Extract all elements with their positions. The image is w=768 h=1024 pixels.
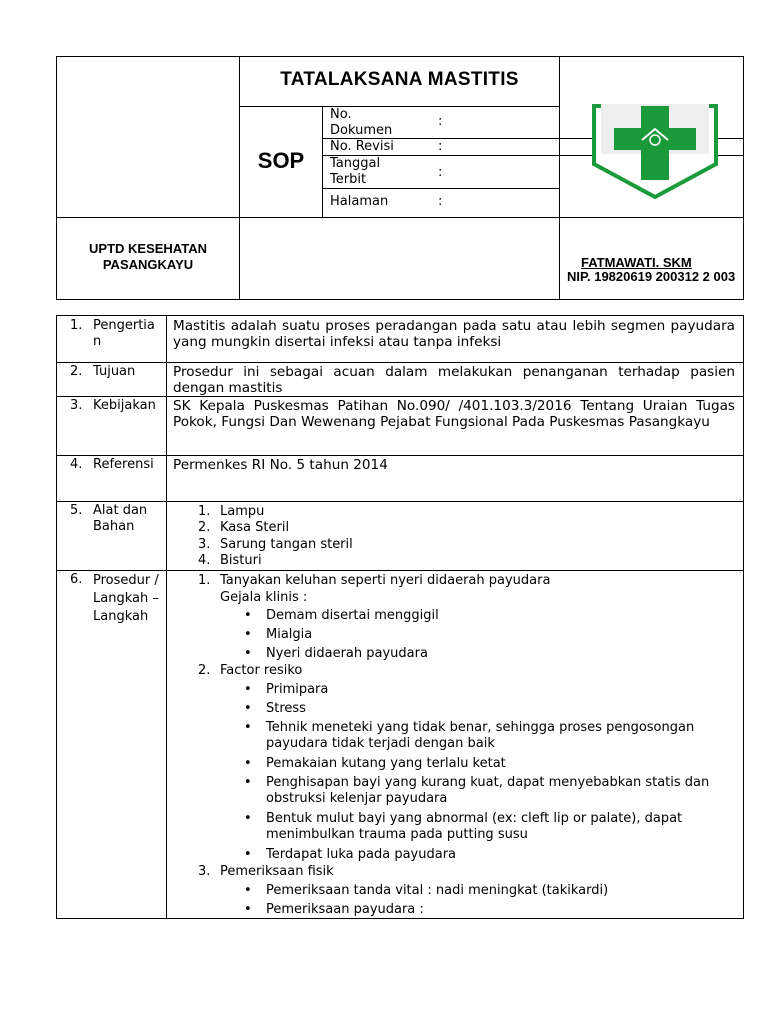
bullet: •: [244, 811, 252, 826]
rule: [322, 106, 323, 217]
bullet: •: [244, 756, 252, 771]
rule: [166, 315, 167, 919]
health-cross-logo-icon: [592, 104, 718, 199]
row-text: Permenkes RI No. 5 tahun 2014: [173, 457, 388, 473]
bullet-text: Nyeri didaerah payudara: [266, 646, 428, 661]
list-item: Sarung tangan steril: [220, 537, 353, 552]
list-number: 1.: [198, 504, 211, 519]
list-item: Kasa Steril: [220, 520, 290, 535]
list-number: 3.: [198, 537, 211, 552]
rule: [743, 56, 744, 300]
step-text: Factor resiko: [220, 663, 303, 678]
rule: [559, 56, 560, 300]
bullet: •: [244, 883, 252, 898]
bullet: •: [244, 682, 252, 697]
step-subtitle: Gejala klinis :: [220, 590, 308, 605]
row-label: Referensi: [93, 457, 154, 472]
rule: [56, 918, 744, 919]
rule: [743, 315, 744, 919]
row-label: Kebijakan: [93, 398, 156, 413]
field-separator: :: [438, 114, 443, 129]
bullet-text: Penghisapan bayi yang kurang kuat, dapat menyebabkan statis dan obstruksi kelenjar payudara: [266, 775, 710, 806]
bullet-text: Primipara: [266, 682, 329, 697]
row-label: Prosedur / Langkah – Langkah: [93, 573, 159, 624]
rule: [56, 396, 744, 397]
rule: [56, 315, 744, 316]
rule: [56, 56, 744, 57]
rule: [56, 501, 744, 502]
list-number: 4.: [198, 553, 211, 568]
bullet-text: Pemakaian kutang yang terlalu ketat: [266, 756, 506, 771]
field-label: Tanggal Terbit: [330, 156, 381, 187]
bullet: •: [244, 646, 252, 661]
bullet-text: Pemeriksaan payudara :: [266, 902, 424, 917]
bullet-text: Demam disertai menggigil: [266, 608, 439, 623]
field-separator: :: [438, 139, 443, 154]
bullet-text: Mialgia: [266, 627, 313, 642]
list-item: Bisturi: [220, 553, 262, 568]
row-text: Prosedur ini sebagai acuan dalam melakukan penanganan terhadap pasien dengan mastitis: [173, 364, 735, 396]
bullet: •: [244, 847, 252, 862]
bullet-text: Terdapat luka pada payudara: [266, 847, 457, 862]
rule: [56, 362, 744, 363]
row-number: 4.: [70, 457, 83, 472]
list-number: 3.: [198, 864, 211, 879]
list-item: Lampu: [220, 504, 265, 519]
step-text: Tanyakan keluhan seperti nyeri didaerah payudara: [220, 573, 551, 588]
field-separator: :: [438, 165, 443, 180]
bullet: •: [244, 701, 252, 716]
bullet: •: [244, 902, 252, 917]
bullet-text: Pemeriksaan tanda vital : nadi meningkat (takikardi): [266, 883, 609, 898]
row-label: Pengertian: [93, 318, 155, 349]
rule: [56, 299, 744, 300]
signer-nip: NIP. 19820619 200312 2 003: [567, 269, 736, 284]
step-text: Pemeriksaan fisik: [220, 864, 334, 879]
bullet-text: Bentuk mulut bayi yang abnormal (ex: cleft lip or palate), dapat menimbulkan trauma pada putting susu: [266, 811, 683, 842]
rule: [56, 455, 744, 456]
field-label: No. Revisi: [330, 139, 394, 154]
row-number: 1.: [70, 318, 83, 333]
bullet-text: Stress: [266, 701, 306, 716]
field-label: No. Dokumen: [330, 107, 393, 138]
row-number: 2.: [70, 364, 83, 379]
organization-name: UPTD KESEHATAN PASANGKAYU: [89, 241, 207, 272]
row-number: 3.: [70, 398, 83, 413]
row-text: SK Kepala Puskesmas Patihan No.090/ /401.103.3/2016 Tentang Uraian Tugas Pokok, Fungsi Dan Wewenang Pejabat Fungsional Pada Puskesmas Pasangkayu: [173, 398, 735, 430]
rule: [239, 56, 240, 300]
bullet: •: [244, 720, 252, 735]
field-separator: :: [438, 194, 443, 209]
field-label: Halaman: [330, 194, 389, 209]
rule: [56, 56, 57, 300]
list-number: 2.: [198, 663, 211, 678]
row-text: Mastitis adalah suatu proses peradangan pada satu atau lebih segmen payudara yang mungkin disertai infeksi atau tanpa infeksi: [173, 318, 735, 350]
rule: [56, 570, 744, 571]
row-label: Tujuan: [93, 364, 136, 379]
signer-name: FATMAWATI. SKM: [581, 255, 692, 270]
bullet: •: [244, 608, 252, 623]
row-number: 5.: [70, 503, 83, 518]
sop-label: SOP: [257, 148, 305, 173]
row-label: Alat dan Bahan: [93, 503, 148, 534]
rule: [56, 315, 57, 919]
bullet-text: Tehnik meneteki yang tidak benar, sehingga proses pengosongan payudara tidak terjadi dengan baik: [266, 720, 695, 751]
rule: [56, 217, 744, 218]
list-number: 2.: [198, 520, 211, 535]
row-number: 6.: [70, 572, 83, 587]
bullet: •: [244, 627, 252, 642]
list-number: 1.: [198, 573, 211, 588]
rule: [322, 188, 560, 189]
document-title: TATALAKSANA MASTITIS: [280, 69, 519, 90]
bullet: •: [244, 775, 252, 790]
